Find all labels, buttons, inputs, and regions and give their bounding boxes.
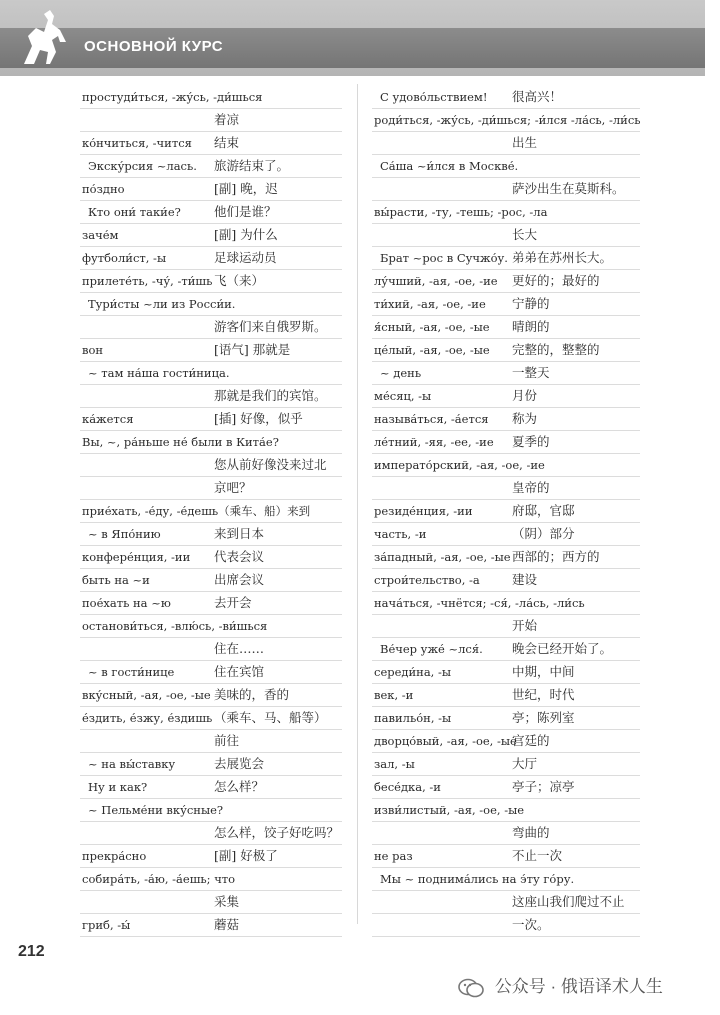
chinese-translation: 这座山我们爬过不止 (512, 894, 625, 909)
vocab-row (372, 316, 640, 339)
russian-term: останови́ться, -влю́сь, -ви́шься (82, 619, 268, 633)
russian-term: ме́сяц, -ы (374, 389, 432, 403)
vocab-row (80, 546, 342, 569)
vocab-row (372, 408, 640, 431)
vocab-row (372, 385, 640, 408)
chinese-translation: 大厅 (512, 756, 538, 771)
russian-term: конфере́нция, -ии (82, 550, 191, 564)
chinese-translation: 西部的；西方的 (512, 549, 600, 564)
chinese-translation: 去开会 (214, 595, 252, 610)
left-vocab-column (80, 86, 342, 937)
vocab-row (372, 86, 640, 109)
vocab-row (80, 454, 342, 477)
vocab-row (80, 638, 342, 661)
russian-term: Тури́сты ~ли из Росси́и. (88, 297, 236, 311)
vocab-row (372, 776, 640, 799)
chinese-translation: 出席会议 (214, 572, 265, 587)
russian-term: ко́нчиться, -чится (82, 136, 192, 150)
chinese-translation: （乘车、马、船等） (214, 710, 327, 725)
vocab-row (80, 385, 342, 408)
chinese-translation: 怎么样，饺子好吃吗？ (214, 825, 340, 840)
chinese-translation: [副] 为什么 (214, 227, 278, 242)
russian-term: ~ в Япо́нию (88, 527, 161, 541)
russian-term: прие́хать, -е́ду, -е́дешь（乘车、船）来到 (82, 504, 311, 518)
vocab-row (80, 270, 342, 293)
chinese-translation: 代表会议 (214, 549, 265, 564)
russian-term: ле́тний, -яя, -ее, -ие (374, 435, 494, 449)
russian-term: Са́ша ~и́лся в Москве́. (380, 159, 519, 173)
vocab-row (80, 224, 342, 247)
chinese-translation: 萨沙出生在莫斯科。 (512, 181, 625, 196)
russian-term: ~ на вы́ставку (88, 757, 176, 771)
russian-term: вы́расти, -ту, -тешь; -рос, -ла (374, 205, 548, 219)
chinese-translation: 亭子；凉亭 (512, 779, 575, 794)
vocab-row (372, 546, 640, 569)
vocab-row (372, 707, 640, 730)
russian-term: павильо́н, -ы (374, 711, 452, 725)
vocab-row (80, 592, 342, 615)
russian-term: вон (82, 343, 104, 357)
watermark-text: 公众号 · 俄语译术人生 (494, 977, 663, 996)
vocab-row (372, 615, 640, 638)
wechat-icon (458, 978, 484, 998)
vocab-row (80, 247, 342, 270)
russian-term: называ́ться, -а́ется (374, 412, 489, 426)
russian-term: зал, -ы (374, 757, 415, 771)
chinese-translation: [副] 晚，迟 (214, 181, 278, 196)
chinese-translation: 蘑菇 (214, 917, 240, 932)
horseman-logo-icon (14, 6, 76, 70)
chinese-translation: 采集 (214, 894, 240, 909)
vocab-row (80, 730, 342, 753)
vocab-row (80, 178, 342, 201)
chinese-translation: 他们是谁？ (214, 204, 277, 219)
vocab-row (372, 178, 640, 201)
russian-term: середи́на, -ы (374, 665, 452, 679)
chinese-translation: 您从前好像没来过北 (214, 457, 327, 472)
vocab-row (372, 500, 640, 523)
vocab-row (80, 500, 342, 523)
russian-term: Мы ~ поднима́лись на э́ту го́ру. (380, 872, 575, 886)
chinese-translation: 弯曲的 (512, 825, 550, 840)
chinese-translation: 宫廷的 (512, 733, 550, 748)
vocab-row (80, 477, 342, 500)
vocab-row (372, 109, 640, 132)
russian-term: ~ Пельме́ни вку́сные? (88, 803, 224, 817)
russian-term: императо́рский, -ая, -ое, -ие (374, 458, 545, 472)
vocab-row (80, 86, 342, 109)
vocab-row (80, 293, 342, 316)
chinese-translation: 美味的，香的 (214, 687, 290, 702)
vocab-row (80, 109, 342, 132)
chinese-translation: [插] 好像，似乎 (214, 411, 303, 426)
vocab-row (372, 454, 640, 477)
russian-term: Экску́рсия ~лась. (88, 159, 197, 173)
vocab-row (80, 362, 342, 385)
vocab-row (80, 132, 342, 155)
russian-term: вку́сный, -ая, -ое, -ые (82, 688, 211, 702)
chinese-translation: 月份 (512, 388, 538, 403)
chinese-translation: 称为 (512, 411, 538, 426)
russian-term: по́здно (82, 182, 125, 196)
vocab-row (372, 362, 640, 385)
vocab-row (80, 776, 342, 799)
vocab-row (80, 201, 342, 224)
chinese-translation: 长大 (512, 227, 538, 242)
vocab-row (372, 822, 640, 845)
russian-term: не раз (374, 849, 413, 863)
vocab-row (80, 799, 342, 822)
vocab-row (372, 132, 640, 155)
russian-term: дворцо́вый, -ая, -ое, -ые (374, 734, 517, 748)
russian-term: часть, -и (374, 527, 427, 541)
chapter-header (0, 0, 705, 76)
chinese-translation: [副] 好极了 (214, 848, 278, 863)
russian-term: футболи́ст, -ы (82, 251, 167, 265)
russian-term: пое́хать на ~ю (82, 596, 171, 610)
russian-term: Брат ~рос в Сучжо́у. (380, 251, 508, 265)
russian-term: век, -и (374, 688, 414, 702)
russian-term: С удово́льствием! (380, 90, 488, 104)
vocab-row (372, 155, 640, 178)
vocab-row (372, 845, 640, 868)
vocab-row (80, 661, 342, 684)
chinese-translation: 中期，中间 (512, 664, 575, 679)
vocab-row (80, 523, 342, 546)
vocab-row (372, 868, 640, 891)
russian-term: гриб, -ы́ (82, 918, 131, 932)
vocab-row (80, 707, 342, 730)
chinese-translation: 府邸，官邸 (512, 503, 575, 518)
russian-term: прекра́сно (82, 849, 147, 863)
vocab-row (80, 684, 342, 707)
russian-term: ~ там на́ша гости́ница. (88, 366, 230, 380)
watermark (458, 972, 663, 998)
vocab-row (372, 592, 640, 615)
russian-term: быть на ~и (82, 573, 150, 587)
russian-term: лу́чший, -ая, -ое, -ие (374, 274, 498, 288)
russian-term: собира́ть, -а́ю, -а́ешь; что (82, 872, 236, 886)
chinese-translation: 着凉 (214, 112, 240, 127)
chinese-translation: 旅游结束了。 (214, 158, 290, 173)
vocab-row (372, 270, 640, 293)
russian-term: Вы, ~, ра́ньше не́ были в Кита́е? (82, 435, 279, 449)
vocab-row (80, 408, 342, 431)
russian-term: за́падный, -ая, -ое, -ые (374, 550, 511, 564)
russian-term: Ве́чер уже́ ~лся́. (380, 642, 483, 656)
chinese-translation: [语气] 那就是 (214, 342, 291, 357)
vocab-row (372, 569, 640, 592)
chinese-translation: 足球运动员 (214, 250, 277, 265)
chinese-translation: （阴）部分 (512, 526, 575, 541)
russian-term: строи́тельство, -а (374, 573, 480, 587)
russian-term: прилете́ть, -чу́, -ти́шь (82, 274, 213, 288)
russian-term: я́сный, -ая, -ое, -ые (374, 320, 490, 334)
chinese-translation: 飞（来） (214, 273, 265, 288)
vocab-row (80, 155, 342, 178)
vocab-row (372, 201, 640, 224)
chinese-translation: 皇帝的 (512, 480, 550, 495)
russian-term: бесе́дка, -и (374, 780, 441, 794)
chinese-translation: 出生 (512, 135, 538, 150)
chinese-translation: 建设 (512, 572, 538, 587)
russian-term: изви́листый, -ая, -ое, -ые (374, 803, 525, 817)
russian-term: ~ день (380, 366, 422, 380)
chinese-translation: 弟弟在苏州长大。 (512, 250, 613, 265)
chinese-translation: 游客们来自俄罗斯。 (214, 319, 327, 334)
russian-term: заче́м (82, 228, 119, 242)
vocab-row (372, 753, 640, 776)
chinese-translation: 世纪，时代 (512, 687, 575, 702)
chinese-translation: 亭；陈列室 (512, 710, 575, 725)
vocab-row (80, 822, 342, 845)
vocab-row (80, 615, 342, 638)
vocab-row (80, 914, 342, 937)
vocab-row (372, 523, 640, 546)
vocab-row (372, 224, 640, 247)
russian-term: роди́ться, -жу́сь, -ди́шься; -и́лся -ла́сь, -ли́сь (374, 113, 641, 127)
chinese-translation: 很高兴！ (512, 89, 563, 104)
chinese-translation: 完整的，整整的 (512, 342, 600, 357)
russian-term: е́здить, е́зжу, е́здишь (82, 711, 213, 725)
vocab-row (80, 316, 342, 339)
chinese-translation: 京吧？ (214, 480, 252, 495)
vocab-row (372, 339, 640, 362)
page-number: 212 (18, 943, 45, 960)
chinese-translation: 住在…… (214, 641, 265, 656)
vocab-row (372, 477, 640, 500)
chinese-translation: 更好的；最好的 (512, 273, 600, 288)
vocab-row (372, 431, 640, 454)
russian-term: Ну и как? (88, 780, 148, 794)
chinese-translation: 开始 (512, 618, 538, 633)
vocab-row (372, 914, 640, 937)
vocab-row (80, 753, 342, 776)
russian-term: ти́хий, -ая, -ое, -ие (374, 297, 486, 311)
vocab-row (372, 730, 640, 753)
vocab-row (80, 569, 342, 592)
vocab-row (372, 293, 640, 316)
chinese-translation: 不止一次 (512, 848, 563, 863)
chinese-translation: 夏季的 (512, 434, 550, 449)
vocab-row (372, 638, 640, 661)
vocab-row (80, 431, 342, 454)
russian-term: Кто они́ таки́е? (88, 205, 181, 219)
chinese-translation: 一次。 (512, 917, 550, 932)
chinese-translation: 怎么样？ (214, 779, 265, 794)
chinese-translation: 住在宾馆 (214, 664, 265, 679)
vocab-row (372, 684, 640, 707)
chinese-translation: 晚会已经开始了。 (512, 641, 613, 656)
vocab-row (372, 661, 640, 684)
vocab-row (372, 799, 640, 822)
russian-term: нача́ться, -чнётся; -ся́, -ла́сь, -ли́сь (374, 596, 585, 610)
header-title: ОСНОВНОЙ КУРС (84, 38, 224, 55)
vocab-row (80, 845, 342, 868)
chinese-translation: 来到日本 (214, 526, 265, 541)
chinese-translation: 结束 (214, 135, 240, 150)
chinese-translation: 宁静的 (512, 296, 550, 311)
chinese-translation: 前往 (214, 733, 240, 748)
vocab-row (80, 891, 342, 914)
chinese-translation: 晴朗的 (512, 319, 550, 334)
right-vocab-column (372, 86, 640, 937)
chinese-translation: 那就是我们的宾馆。 (214, 388, 327, 403)
russian-term: ка́жется (82, 412, 134, 426)
column-divider (357, 84, 358, 924)
russian-term: простуди́ться, -жу́сь, -ди́шься (82, 90, 263, 104)
russian-term: резиде́нция, -ии (374, 504, 473, 518)
chinese-translation: 去展览会 (214, 756, 265, 771)
russian-term: ~ в гости́нице (88, 665, 175, 679)
vocab-row (80, 868, 342, 891)
russian-term: це́лый, -ая, -ое, -ые (374, 343, 490, 357)
vocab-row (80, 339, 342, 362)
vocab-row (372, 891, 640, 914)
vocab-row (372, 247, 640, 270)
chinese-translation: 一整天 (512, 365, 550, 380)
